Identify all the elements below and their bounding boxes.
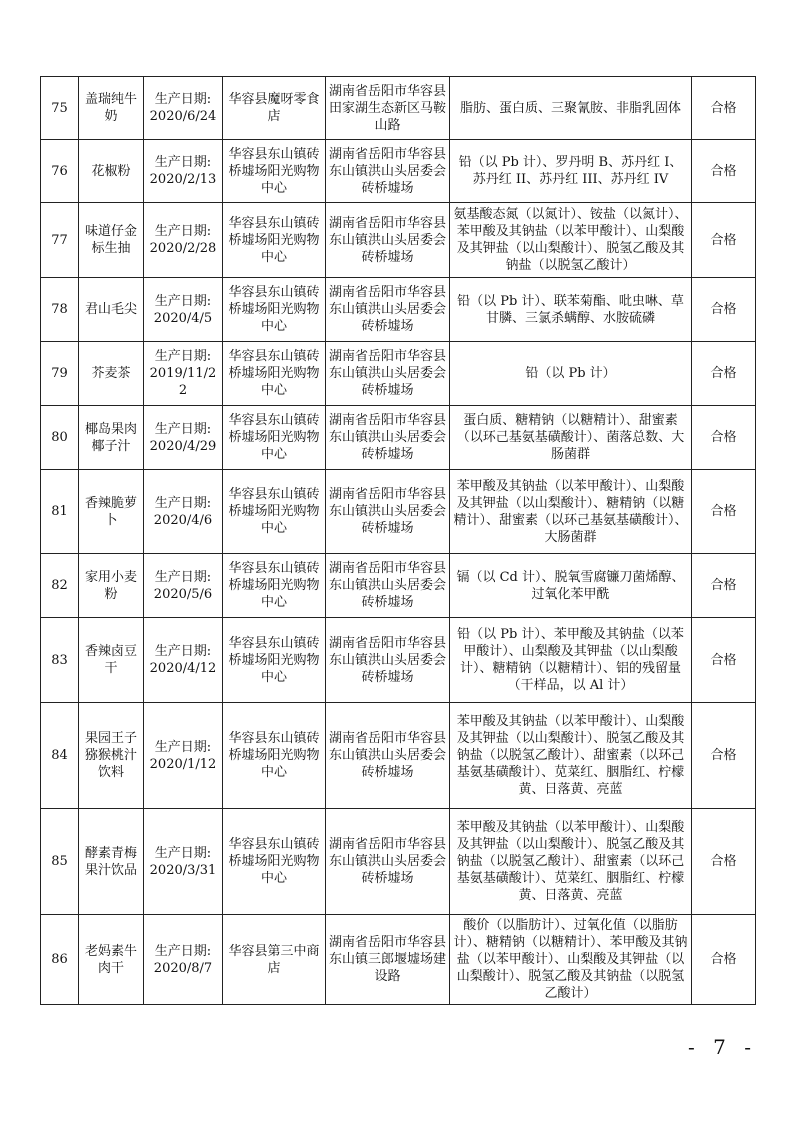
seller-name: 华容县东山镇砖桥墟场阳光购物中心 [223, 554, 326, 618]
seller-name: 华容县东山镇砖桥墟场阳光购物中心 [223, 406, 326, 470]
date-value: 2020/8/7 [153, 960, 213, 976]
product-name: 酵素青梅果汁饮品 [79, 809, 144, 915]
seller-name: 华容县第三中商店 [223, 915, 326, 1005]
product-name: 花椒粉 [79, 140, 144, 203]
seller-address: 湖南省岳阳市华容县东山镇三郎堰墟场建设路 [326, 915, 450, 1005]
table-row [41, 470, 756, 554]
seller-address: 湖南省岳阳市华容县东山镇洪山头居委会砖桥墟场 [326, 406, 450, 470]
seller-address: 湖南省岳阳市华容县东山镇洪山头居委会砖桥墟场 [326, 618, 450, 703]
row-number: 81 [41, 470, 79, 554]
test-result: 合格 [692, 406, 756, 470]
date-label: 生产日期: [154, 943, 212, 959]
product-name: 君山毛尖 [79, 278, 144, 342]
seller-name: 华容县东山镇砖桥墟场阳光购物中心 [223, 618, 326, 703]
test-items: 苯甲酸及其钠盐（以苯甲酸计）、山梨酸及其钾盐（以山梨酸计）、脱氢乙酸及其钠盐（以脱氢乙酸计）、甜蜜素（以环己基氨基磺酸计）、苋菜红、胭脂红、柠檬黄、日落黄、亮蓝 [450, 809, 692, 915]
test-items: 铅（以 Pb 计）、罗丹明 B、苏丹红 I、苏丹红 II、苏丹红 III、苏丹红 IV [450, 140, 692, 203]
seller-name: 华容县东山镇砖桥墟场阳光购物中心 [223, 809, 326, 915]
inspection-results-table [40, 76, 756, 1005]
table-row [41, 203, 756, 278]
table-row [41, 278, 756, 342]
row-number: 79 [41, 342, 79, 406]
production-date [144, 809, 223, 915]
test-items: 苯甲酸及其钠盐（以苯甲酸计）、山梨酸及其钾盐（以山梨酸计）、糖精钠（以糖精计）、甜蜜素（以环己基氨基磺酸计）、大肠菌群 [450, 470, 692, 554]
production-date [144, 140, 223, 203]
seller-name: 华容县魔呀零食店 [223, 77, 326, 140]
test-result: 合格 [692, 342, 756, 406]
product-name: 椰岛果肉椰子汁 [79, 406, 144, 470]
row-number: 83 [41, 618, 79, 703]
production-date [144, 618, 223, 703]
product-name: 香辣卤豆干 [79, 618, 144, 703]
product-name: 味道仔金标生抽 [79, 203, 144, 278]
date-label: 生产日期: [154, 293, 212, 309]
table-row [41, 554, 756, 618]
table-row [41, 618, 756, 703]
date-value: 2020/4/29 [149, 438, 217, 454]
row-number: 84 [41, 703, 79, 809]
date-label: 生产日期: [154, 495, 212, 511]
test-result: 合格 [692, 915, 756, 1005]
test-result: 合格 [692, 470, 756, 554]
test-items: 氨基酸态氮（以氮计）、铵盐（以氮计）、苯甲酸及其钠盐（以苯甲酸计）、山梨酸及其钾盐（以山梨酸计）、脱氢乙酸及其钠盐（以脱氢乙酸计） [450, 203, 692, 278]
test-items: 镉（以 Cd 计）、脱氧雪腐镰刀菌烯醇、过氧化苯甲酰 [450, 554, 692, 618]
test-result: 合格 [692, 77, 756, 140]
test-items: 铅（以 Pb 计）、联苯菊酯、吡虫啉、草甘膦、三氯杀螨醇、水胺硫磷 [450, 278, 692, 342]
seller-address: 湖南省岳阳市华容县东山镇洪山头居委会砖桥墟场 [326, 203, 450, 278]
seller-address: 湖南省岳阳市华容县东山镇洪山头居委会砖桥墟场 [326, 470, 450, 554]
product-name: 香辣脆萝卜 [79, 470, 144, 554]
production-date [144, 470, 223, 554]
test-result: 合格 [692, 809, 756, 915]
seller-name: 华容县东山镇砖桥墟场阳光购物中心 [223, 203, 326, 278]
table-row [41, 77, 756, 140]
production-date [144, 703, 223, 809]
product-name: 家用小麦粉 [79, 554, 144, 618]
seller-address: 湖南省岳阳市华容县东山镇洪山头居委会砖桥墟场 [326, 278, 450, 342]
test-result: 合格 [692, 278, 756, 342]
date-label: 生产日期: [154, 644, 212, 659]
date-value: 2020/5/6 [153, 586, 213, 602]
seller-name: 华容县东山镇砖桥墟场阳光购物中心 [223, 470, 326, 554]
product-name: 老妈素牛肉干 [79, 915, 144, 1005]
production-date [144, 554, 223, 618]
production-date [144, 77, 223, 140]
test-items: 铅（以 Pb 计）、苯甲酸及其钠盐（以苯甲酸计）、山梨酸及其钾盐（以山梨酸计）、糖精钠（以糖精计）、铝的残留量（干样品，以 Al 计） [450, 618, 692, 703]
date-value: 2020/4/6 [153, 512, 213, 528]
test-result: 合格 [692, 703, 756, 809]
row-number: 80 [41, 406, 79, 470]
production-date [144, 278, 223, 342]
table-row [41, 809, 756, 915]
date-label: 生产日期: [154, 224, 212, 239]
seller-address: 湖南省岳阳市华容县田家湖生态新区马鞍山路 [326, 77, 450, 140]
table-row [41, 342, 756, 406]
production-date [144, 342, 223, 406]
test-result: 合格 [692, 140, 756, 203]
product-name: 果园王子猕猴桃汁饮料 [79, 703, 144, 809]
product-name: 芥麦茶 [79, 342, 144, 406]
row-number: 77 [41, 203, 79, 278]
row-number: 85 [41, 809, 79, 915]
seller-name: 华容县东山镇砖桥墟场阳光购物中心 [223, 278, 326, 342]
row-number: 86 [41, 915, 79, 1005]
date-value: 2020/4/5 [153, 310, 213, 326]
date-label: 生产日期: [154, 569, 212, 585]
test-items: 蛋白质、糖精钠（以糖精计）、甜蜜素（以环己基氨基磺酸计）、菌落总数、大肠菌群 [450, 406, 692, 470]
seller-address: 湖南省岳阳市华容县东山镇洪山头居委会砖桥墟场 [326, 809, 450, 915]
date-value: 2020/1/12 [149, 756, 217, 772]
table-row [41, 140, 756, 203]
test-items: 酸价（以脂肪计）、过氧化值（以脂肪计）、糖精钠（以糖精计）、苯甲酸及其钠盐（以苯甲酸计）、山梨酸及其钾盐（以山梨酸计）、脱氢乙酸及其钠盐（以脱氢乙酸计） [450, 915, 692, 1005]
table-body [41, 77, 756, 1005]
seller-address: 湖南省岳阳市华容县东山镇洪山头居委会砖桥墟场 [326, 140, 450, 203]
date-label: 生产日期: [154, 845, 212, 861]
seller-address: 湖南省岳阳市华容县东山镇洪山头居委会砖桥墟场 [326, 703, 450, 809]
test-result: 合格 [692, 203, 756, 278]
test-items: 苯甲酸及其钠盐（以苯甲酸计）、山梨酸及其钾盐（以山梨酸计）、脱氢乙酸及其钠盐（以脱氢乙酸计）、甜蜜素（以环己基氨基磺酸计）、苋菜红、胭脂红、柠檬黄、日落黄、亮蓝 [450, 703, 692, 809]
row-number: 76 [41, 140, 79, 203]
date-label: 生产日期: [154, 739, 212, 755]
production-date [144, 915, 223, 1005]
date-value: 2020/3/31 [149, 862, 217, 878]
test-items: 脂肪、蛋白质、三聚氰胺、非脂乳固体 [450, 77, 692, 140]
page-number: - 7 - [688, 1035, 757, 1059]
date-label: 生产日期: [154, 349, 212, 364]
date-value: 2020/2/28 [149, 241, 217, 256]
date-value: 2020/6/24 [149, 109, 217, 124]
date-label: 生产日期: [154, 155, 212, 170]
date-label: 生产日期: [154, 421, 212, 437]
table-row [41, 703, 756, 809]
test-result: 合格 [692, 554, 756, 618]
date-value: 2019/11/22 [149, 366, 217, 398]
product-name: 盖瑞纯牛奶 [79, 77, 144, 140]
seller-address: 湖南省岳阳市华容县东山镇洪山头居委会砖桥墟场 [326, 342, 450, 406]
seller-name: 华容县东山镇砖桥墟场阳光购物中心 [223, 342, 326, 406]
date-value: 2020/2/13 [149, 172, 217, 187]
date-label: 生产日期: [154, 92, 212, 107]
seller-name: 华容县东山镇砖桥墟场阳光购物中心 [223, 140, 326, 203]
test-items: 铅（以 Pb 计） [450, 342, 692, 406]
table-row [41, 915, 756, 1005]
production-date [144, 406, 223, 470]
production-date [144, 203, 223, 278]
row-number: 78 [41, 278, 79, 342]
row-number: 75 [41, 77, 79, 140]
seller-address: 湖南省岳阳市华容县东山镇洪山头居委会砖桥墟场 [326, 554, 450, 618]
seller-name: 华容县东山镇砖桥墟场阳光购物中心 [223, 703, 326, 809]
test-result: 合格 [692, 618, 756, 703]
date-value: 2020/4/12 [149, 661, 217, 676]
table-row [41, 406, 756, 470]
row-number: 82 [41, 554, 79, 618]
